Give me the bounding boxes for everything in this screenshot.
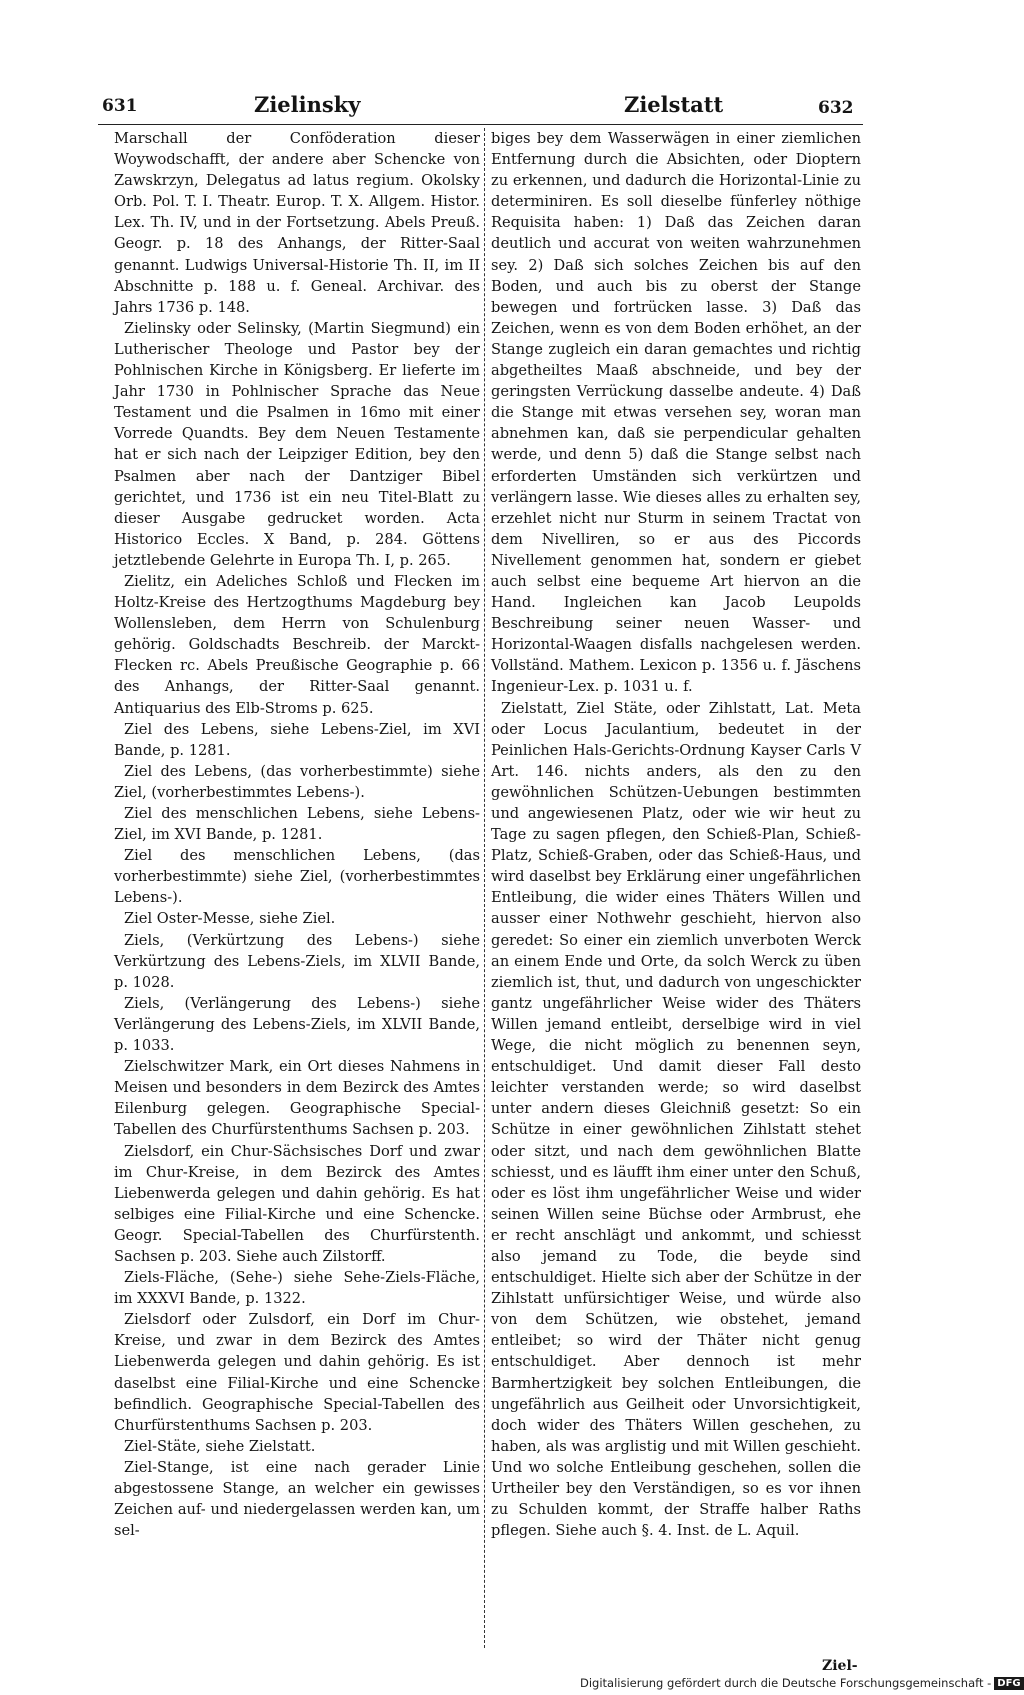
entry-paragraph: Ziel des menschlichen Lebens, (das vorherbestimmte) siehe Ziel, (vorherbestimmtes Lebens-).: [114, 847, 480, 907]
entry-paragraph: Ziel des menschlichen Lebens, siehe Lebens-Ziel, im XVI Bande, p. 1281.: [114, 805, 480, 844]
column-divider: [484, 128, 485, 1648]
entry-paragraph: Zielschwitzer Mark, ein Ort dieses Nahmens in Meisen und besonders in dem Bezirck des Amtes Eilenburg gelegen. Geographische Special-Tabellen des Churfürstenthums Sachsen p. 203.: [114, 1058, 480, 1139]
running-title-left: Zielinsky: [254, 92, 361, 117]
right-column: [491, 128, 861, 1541]
digitization-footer: [580, 1676, 1021, 1692]
entry-paragraph: Ziels, (Verlängerung des Lebens-) siehe Verlängerung des Lebens-Ziels, im XLVII Bande, p. 1033.: [114, 994, 480, 1055]
dfg-logo: DFG: [994, 1677, 1023, 1690]
entry-paragraph: Ziel des Lebens, siehe Lebens-Ziel, im XVI Bande, p. 1281.: [114, 720, 480, 759]
entry-paragraph: Ziel-Stäte, siehe Zielstatt.: [124, 1437, 316, 1455]
entry-paragraph: Zielinsky oder Selinsky, (Martin Siegmund) ein Lutherischer Theologe und Pastor bey der Pohlnischen Kirche in Königsberg. Er lieferte im Jahr 1730 in Pohlnischer Sprache das Neue Testament und die Psalmen in 16mo mit einer Vorrede Quandts. Bey dem Neuen Testamente hat er sich nach der Leipziger Edition, bey den Psalmen aber nach der Dantziger Bibel gerichtet, und 1736 ist ein neu Titel-Blatt zu dieser Ausgabe gedrucket worden. Acta Historico Eccles. X Band, p. 284. Göttens jetztlebende Gelehrte in Europa Th. I, p. 265.: [114, 319, 480, 569]
entry-paragraph: Ziel des Lebens, (das vorherbestimmte) siehe Ziel, (vorherbestimmtes Lebens-).: [114, 762, 480, 801]
entry-paragraph: Ziels, (Verkürtzung des Lebens-) siehe Verkürtzung des Lebens-Ziels, im XLVII Bande, p. 1028.: [114, 931, 480, 991]
entry-paragraph: Zielitz, ein Adeliches Schloß und Flecken im Holtz-Kreise des Hertzogthums Magdeburg bey Wollensleben, dem Herrn von Schulenburg gehörig. Goldschadts Beschreib. der Marckt-Flecken rc. Abels Preußische Geographie p. 66 des Anhangs, der Ritter-Saal genannt. Antiquarius des Elb-Stroms p. 625.: [114, 572, 480, 717]
header-rule: [98, 124, 863, 125]
footer-text: Digitalisierung gefördert durch die Deutsche Forschungsgemeinschaft -: [580, 1676, 992, 1690]
page-number-left: 631: [102, 96, 138, 116]
running-title-right: Zielstatt: [624, 92, 724, 117]
entry-paragraph: Ziel-Stange, ist eine nach gerader Linie abgestossene Stange, an welcher ein gewisses Zeichen auf- und niedergelassen werden kan, um sel-: [114, 1458, 480, 1540]
page-number-right: 632: [818, 98, 854, 118]
entry-paragraph: Zielsdorf oder Zulsdorf, ein Dorf im Chur-Kreise, und zwar in dem Bezirck des Amtes Liebenwerda gelegen und dahin gehörig. Es ist daselbst eine Filial-Kirche und eine Schencke befindlich. Geographische Special-Tabellen des Churfürstenthums Sachsen p. 203.: [114, 1311, 480, 1434]
entry-paragraph: Marschall der Conföderation dieser Woywodschafft, der andere aber Schencke von Zawskrzyn, Delegatus ad latus regium. Okolsky Orb. Pol. T. I. Theatr. Europ. T. X. Allgem. Histor. Lex. Th. IV, und in der Fortsetzung. Abels Preuß. Geogr. p. 18 des Anhangs, der Ritter-Saal genannt. Ludwigs Universal-Historie Th. II, im II Abschnitte p. 188 u. f. Geneal. Archivar. des Jahrs 1736 p. 148.: [114, 130, 480, 316]
left-column: [114, 128, 480, 1541]
entry-paragraph: biges bey dem Wasserwägen in einer ziemlichen Entfernung durch die Absichten, oder Dioptern zu erkennen, und dadurch die Horizontal-Linie zu determiniren. Es soll dieselbe fünferley nöthige Requisita haben: 1) Daß das Zeichen daran deutlich und accurat von weiten wahrzunehmen sey. 2) Daß sich solches Zeichen bis auf den Boden, und auch bis zu oberst der Stange bewegen und fortrücken lasse. 3) Daß das Zeichen, wenn es von dem Boden erhöhet, an der Stange zugleich ein daran gemachtes und richtig abgetheiltes Maaß abschneide, und bey der geringsten Verrückung dasselbe andeute. 4) Daß die Stange mit etwas versehen sey, woran man abnehmen kan, daß sie perpendicular gehalten werde, und denn 5) daß die Stange selbst nach erforderten Umständen sich verkürtzen und verlängern lasse. Wie dieses alles zu erhalten sey, erzehlet nicht nur Sturm in seinem Tractat von dem Nivelliren, so er aus des Piccords Nivellement genommen hat, sondern er giebet auch selbst eine bequeme Art hiervon an die Hand. Ingleichen kan Jacob Leupolds Beschreibung seiner neuen Wasser- und Horizontal-Waagen disfalls nachgelesen werden. Vollständ. Mathem. Lexicon p. 1356 u. f. Jäschens Ingenieur-Lex. p. 1031 u. f.: [491, 130, 861, 696]
catchword: Ziel-: [822, 1658, 858, 1674]
entry-paragraph: Zielstatt, Ziel Stäte, oder Zihlstatt, Lat. Meta oder Locus Jaculantium, bedeutet in der Peinlichen Hals-Gerichts-Ordnung Kayser Carls V Art. 146. nichts anders, als den zu den gewöhnlichen Schützen-Uebungen bestimmten und angewiesenen Platz, oder wie wir heut zu Tage zu sagen pflegen, den Schieß-Plan, Schieß-Platz, Schieß-Graben, oder das Schieß-Haus, und wird daselbst bey Erklärung einer ungefährlichen Entleibung, die wider eines Thäters Willen und ausser einer Nothwehr geschieht, hiervon also geredet: So einer ein ziemlich unverboten Werck an einem Ende und Orte, da solch Werck zu üben ziemlich ist, thut, und dadurch von ungeschickter gantz ungefährlicher Weise wider des Thäters Willen jemand entleibt, derselbige wird in viel Wege, die nicht möglich zu benennen seyn, entschuldiget. Und damit dieser Fall desto leichter verstanden werde; so wird daselbst unter andern dieses Gleichniß gesetzt: So ein Schütze in einer gewöhnlichen Zihlstatt stehet oder sitzt, und nach dem gewöhnlichen Blatte schiesst, und es läufft ihm einer unter den Schuß, oder es löst ihm ungefährlicher Weise und wider seinen Willen seine Büchse oder Armbrust, ehe er recht anschlägt und ankommt, und schiesst also jemand zu Tode, die beyde sind entschuldiget. Hielte sich aber der Schütze in der Zihlstatt unfürsichtiger Weise, und würde also von dem Schützen, wie obstehet, jemand entleibet; so wird der Thäter nicht genug entschuldiget. Aber dennoch ist mehr Barmhertzigkeit bey solchen Entleibungen, die ungefährlich aus Geilheit oder Unvorsichtigkeit, doch wider des Thäters Willen geschehen, zu haben, als was arglistig und mit Willen geschieht. Und wo solche Entleibung geschehen, sollen die Urtheiler bey den Verständigen, so es vor ihnen zu Schulden kommt, der Straffe halber Raths pflegen. Siehe auch §. 4. Inst. de L. Aquil.: [491, 699, 861, 1540]
entry-paragraph: Ziels-Fläche, (Sehe-) siehe Sehe-Ziels-Fläche, im XXXVI Bande, p. 1322.: [114, 1269, 480, 1308]
entry-paragraph: Ziel Oster-Messe, siehe Ziel.: [124, 910, 336, 928]
entry-paragraph: Zielsdorf, ein Chur-Sächsisches Dorf und zwar im Chur-Kreise, in dem Bezirck des Amtes Liebenwerda gelegen und dahin gehörig. Es hat selbiges eine Filial-Kirche und eine Schencke. Geogr. Special-Tabellen des Churfürstenth. Sachsen p. 203. Siehe auch Zilstorff.: [114, 1142, 480, 1265]
running-header: [96, 92, 861, 122]
